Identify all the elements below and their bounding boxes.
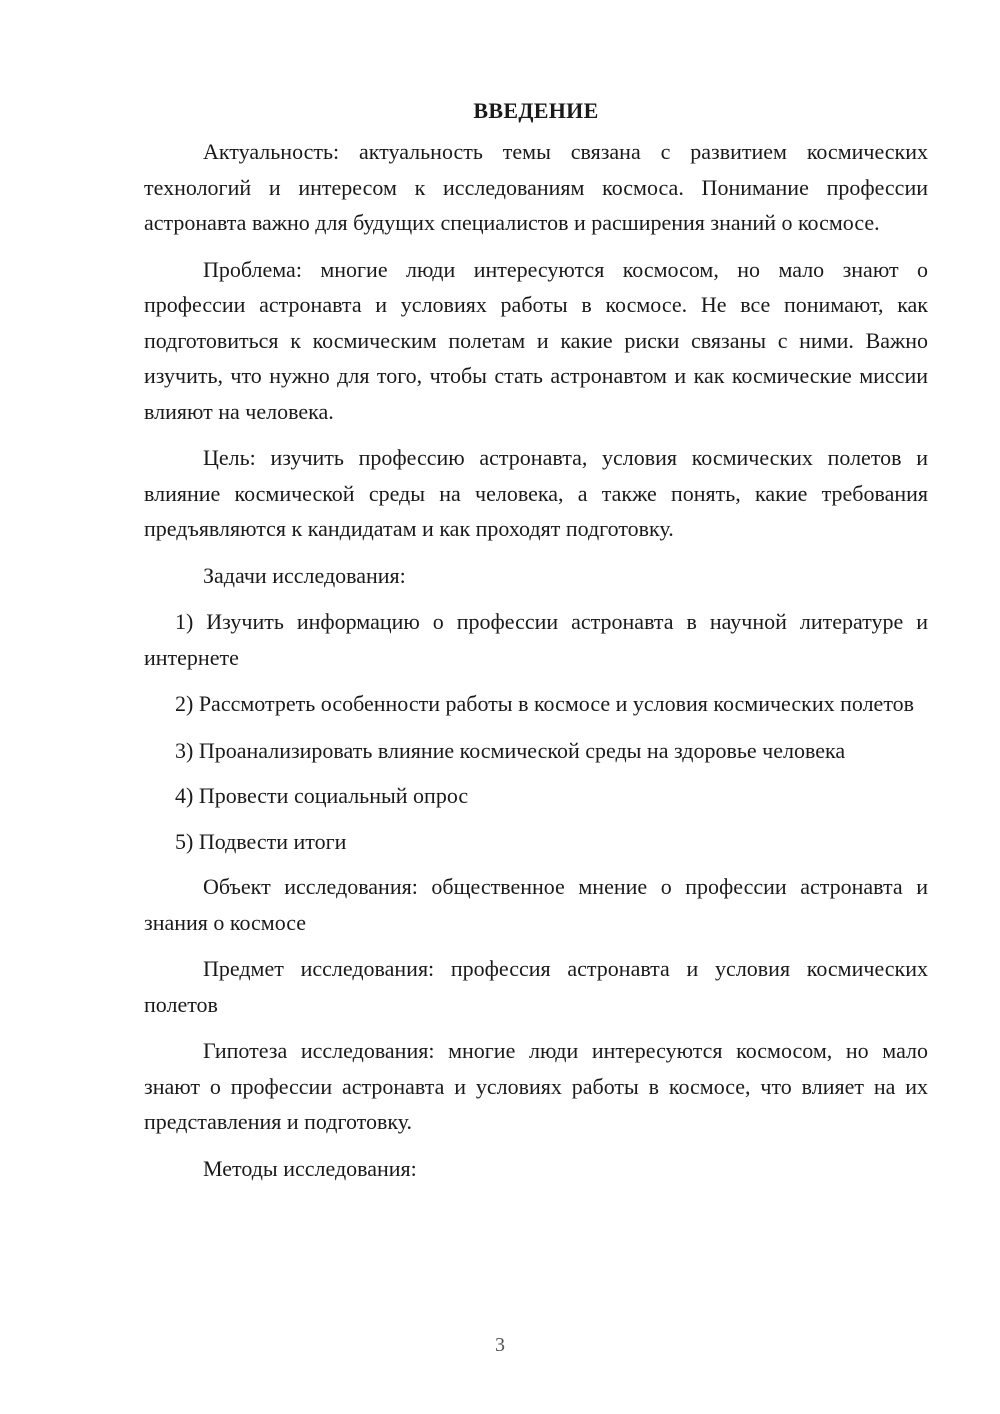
task-item: 5) Подвести итоги — [175, 828, 347, 854]
section-title: ВВЕДЕНИЕ — [473, 98, 599, 123]
relevance-paragraph: Актуальность: актуальность темы связана с развитием космических технологий и интересом к исследованиям космоса. Понимание профессии астронавта важно для будущих специалистов и расширения знаний о космосе. — [144, 139, 928, 235]
task-item: 2) Рассмотреть особенности работы в космосе и условия космических полетов — [175, 691, 915, 716]
goal-paragraph: Цель: изучить профессию астронавта, условия космических полетов и влияние космической среды на человека, а также понять, какие требования предъявляются к кандидатам и как проходят подготовку. — [144, 445, 928, 541]
tasks-heading: Задачи исследования: — [203, 562, 406, 588]
page-number: 3 — [495, 1334, 505, 1356]
problem-paragraph: Проблема: многие люди интересуются космосом, но мало знают о профессии астронавта и условиях работы в космосе. Не все понимают, как подготовиться к космическим полетам и какие риски связаны с ними. Важно изучить, что нужно для того, чтобы стать астронавтом и как космические миссии влияют на человека. — [144, 256, 928, 424]
subject-paragraph: Предмет исследования: профессия астронавта и условия космических полетов — [144, 956, 928, 1017]
object-paragraph: Объект исследования: общественное мнение о профессии астронавта и знания о космосе — [144, 874, 928, 935]
methods-heading: Методы исследования: — [203, 1155, 417, 1181]
hypothesis-paragraph: Гипотеза исследования: многие люди интересуются космосом, но мало знают о профессии астронавта и условиях работы в космосе, что влияет на их представления и подготовку. — [144, 1038, 928, 1134]
task-item: 4) Провести социальный опрос — [175, 783, 469, 808]
task-item: 1) Изучить информацию о профессии астронавта в научной литературе и интернете — [144, 609, 928, 670]
task-item: 3) Проанализировать влияние космической среды на здоровье человека — [175, 737, 846, 763]
document-page — [144, 96, 928, 1186]
tasks-list — [144, 604, 928, 859]
